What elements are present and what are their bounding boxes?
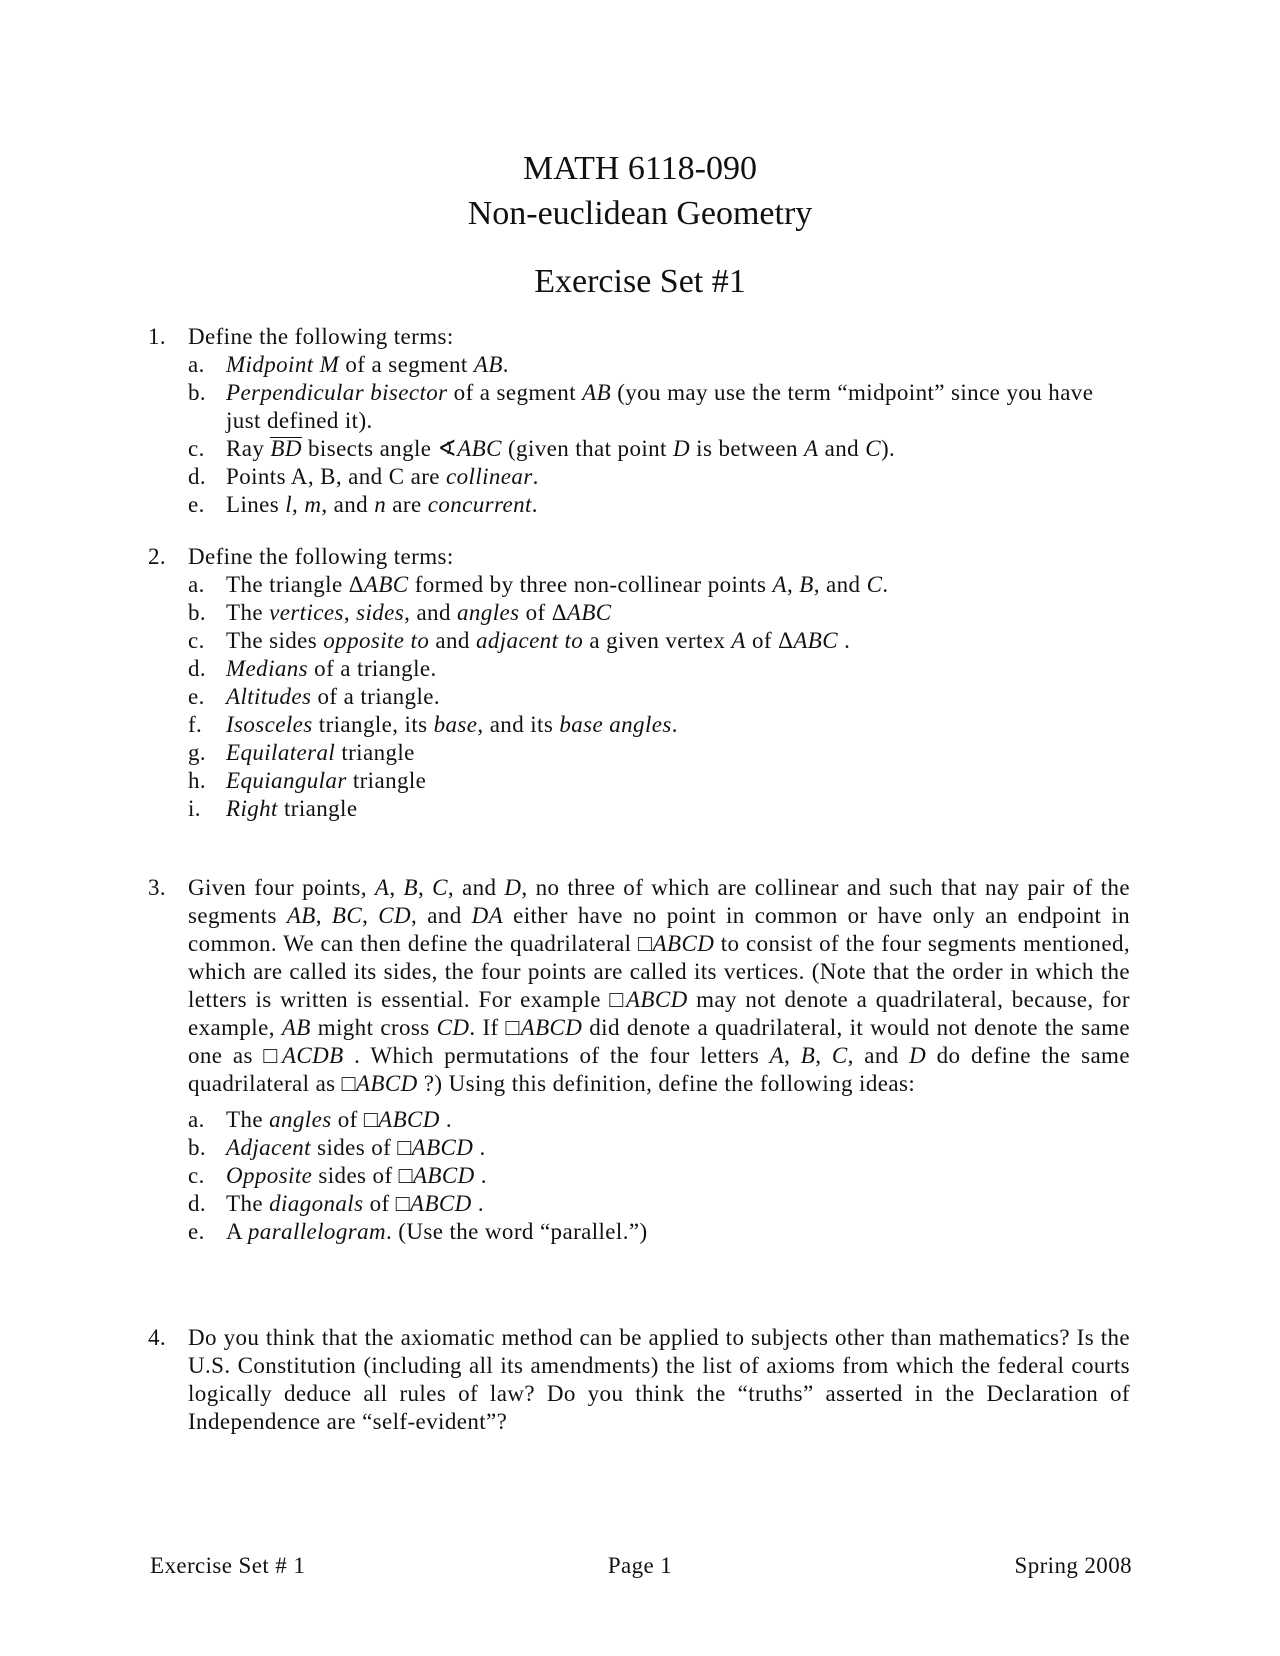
list-item xyxy=(188,739,1130,767)
list-item xyxy=(188,627,1130,655)
list-item xyxy=(188,795,1130,823)
item-text: Midpoint M of a segment AB. xyxy=(226,352,509,377)
list-item xyxy=(188,655,1130,683)
question-1 xyxy=(148,323,1130,519)
item-text: Adjacent sides of □ABCD . xyxy=(226,1135,486,1160)
question-number: 3. xyxy=(148,875,167,900)
list-item xyxy=(188,435,1130,463)
list-item xyxy=(188,351,1130,379)
footer-set-label: Exercise Set # 1 xyxy=(150,1553,306,1578)
item-label: i. xyxy=(188,796,201,821)
item-label: d. xyxy=(188,1191,207,1216)
list-item xyxy=(188,1162,1130,1190)
list-item xyxy=(188,1106,1130,1134)
list-item xyxy=(188,683,1130,711)
question-number: 4. xyxy=(148,1325,167,1350)
list-item xyxy=(188,767,1130,795)
item-label: c. xyxy=(188,436,205,461)
item-text: Equilateral triangle xyxy=(226,740,415,765)
item-text: The sides opposite to and adjacent to a given vertex A of ΔABC . xyxy=(226,628,851,653)
question-paragraph: Do you think that the axiomatic method can be applied to subjects other than mathematics? Is the U.S. Constitution (including all its amendments) the list of axioms from which the federal courts logically deduce all rules of law? Do you think the “truths” asserted in the Declaration of Independence are “self-evident”? xyxy=(188,1325,1130,1434)
question-prompt: Define the following terms: xyxy=(188,324,454,349)
question-3 xyxy=(148,874,1130,1246)
item-label: e. xyxy=(188,1219,205,1244)
question-prompt: Define the following terms: xyxy=(188,544,454,569)
list-item xyxy=(188,379,1130,435)
item-label: e. xyxy=(188,684,205,709)
item-text: Equiangular triangle xyxy=(226,768,427,793)
question-paragraph: Given four points, A, B, C, and D, no three of which are collinear and such that nay pair of the segments AB, BC, CD, and DA either have no point in common or have only an endpoint in common. We can then define the quadrilateral □ABCD to consist of the four segments mentioned, which are called its sides, the four points are called its vertices. (Note that the order in which the letters is written is essential. For example □ABCD may not denote a quadrilateral, because, for example, AB might cross CD. If □ABCD did denote a quadrilateral, it would not denote the same one as □ACDB . Which permutations of the four letters A, B, C, and D do define the same quadrilateral as □ABCD ?) Using this definition, define the following ideas: xyxy=(188,875,1131,1096)
item-text: Right triangle xyxy=(226,796,358,821)
item-text: Perpendicular bisector of a segment AB (you may use the term “midpoint” since you have just defined it). xyxy=(226,380,1094,433)
course-title: MATH 6118-090 xyxy=(523,150,757,187)
item-label: e. xyxy=(188,492,205,517)
list-item xyxy=(188,1134,1130,1162)
footer-page-number: Page 1 xyxy=(607,1553,673,1578)
item-label: b. xyxy=(188,600,207,625)
item-label: f. xyxy=(188,712,203,737)
item-label: c. xyxy=(188,1163,205,1188)
item-label: g. xyxy=(188,740,207,765)
question-2 xyxy=(148,543,1130,823)
list-item xyxy=(188,463,1130,491)
exercise-set-title: Exercise Set #1 xyxy=(534,263,746,300)
item-text: The diagonals of □ABCD . xyxy=(226,1191,484,1216)
list-item xyxy=(188,571,1130,599)
question-number: 1. xyxy=(148,324,167,349)
list-item xyxy=(188,599,1130,627)
item-text: Ray BD bisects angle ∢ABC (given that point D is between A and C). xyxy=(226,436,896,461)
footer-term: Spring 2008 xyxy=(1014,1553,1132,1578)
item-label: h. xyxy=(188,768,207,793)
item-text: The vertices, sides, and angles of ΔABC xyxy=(226,600,612,625)
list-item xyxy=(188,491,1130,519)
item-label: b. xyxy=(188,380,207,405)
list-item xyxy=(188,1218,1130,1246)
item-text: The angles of □ABCD . xyxy=(226,1107,453,1132)
item-label: b. xyxy=(188,1135,207,1160)
list-item xyxy=(188,711,1130,739)
item-label: a. xyxy=(188,352,205,377)
question-4 xyxy=(148,1324,1130,1436)
question-number: 2. xyxy=(148,544,167,569)
course-subject: Non-euclidean Geometry xyxy=(467,195,813,232)
item-label: d. xyxy=(188,464,207,489)
item-text: The triangle ΔABC formed by three non-collinear points A, B, and C. xyxy=(226,572,889,597)
item-text: Isosceles triangle, its base, and its base angles. xyxy=(226,712,678,737)
item-label: a. xyxy=(188,572,205,597)
item-text: Altitudes of a triangle. xyxy=(226,684,440,709)
item-text: Opposite sides of □ABCD . xyxy=(226,1163,487,1188)
item-text: Medians of a triangle. xyxy=(226,656,437,681)
item-text: Lines l, m, and n are concurrent. xyxy=(226,492,538,517)
item-label: c. xyxy=(188,628,205,653)
item-label: d. xyxy=(188,656,207,681)
item-label: a. xyxy=(188,1107,205,1132)
item-text: Points A, B, and C are collinear. xyxy=(226,464,539,489)
item-text: A parallelogram. (Use the word “parallel.”) xyxy=(226,1219,648,1244)
list-item xyxy=(188,1190,1130,1218)
